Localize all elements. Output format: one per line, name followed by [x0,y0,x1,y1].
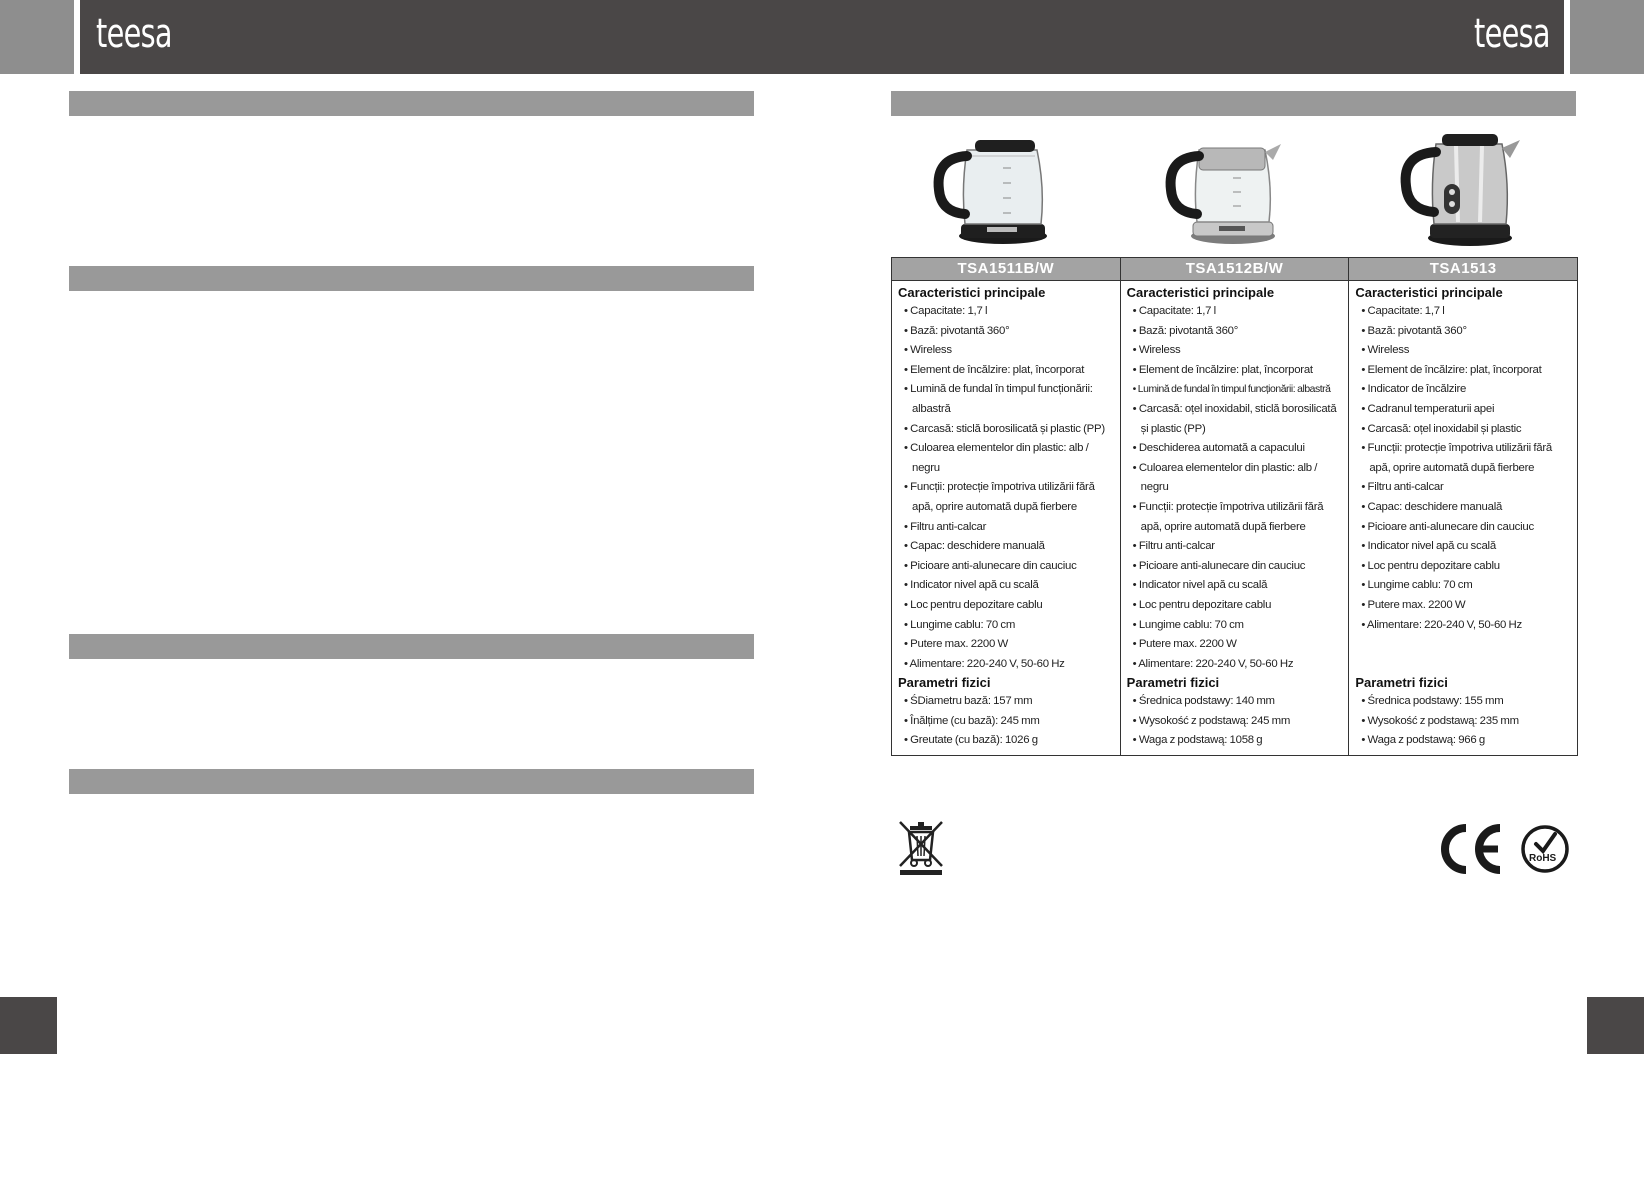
spec-item: • Wireless [1355,341,1573,361]
spec-item: • Wireless [1127,341,1345,361]
spec-item: • Element de încălzire: plat, încorporat [898,361,1116,381]
physical-params-title: Parametri fizici [1355,675,1448,690]
spec-item: • Średnica podstawy: 155 mm [1355,692,1573,712]
spec-item: • Capacitate: 1,7 l [1127,302,1345,322]
spec-item: • Waga z podstawą: 966 g [1355,731,1573,751]
spec-item: • Bază: pivotantă 360° [1127,322,1345,342]
weee-bin-icon [896,820,946,876]
spec-item: • Element de încălzire: plat, încorporat [1127,361,1345,381]
kettle-image-tsa1513 [1396,128,1536,256]
spec-item: • Carcasă: oțel inoxidabil, sticlă borosilicată și plastic (PP) [1127,400,1345,439]
spec-item: • Carcasă: sticlă borosilicată și plastic (PP) [898,420,1116,440]
spec-item: • Putere max. 2200 W [1127,635,1345,655]
spec-item: • Waga z podstawą: 1058 g [1127,731,1345,751]
kettle-image-tsa1511 [931,128,1071,256]
spec-item: • Picioare anti-alunecare din cauciuc [898,557,1116,577]
spec-item: • Wysokość z podstawą: 235 mm [1355,712,1573,732]
spec-item: • Indicator de încălzire [1355,380,1573,400]
rohs-mark-icon [1520,824,1570,874]
spec-item: • Lumină de fundal în timpul funcționării: albastră [1127,380,1345,400]
spec-item: • Funcții: protecție împotriva utilizării fără apă, oprire automată după fierbere [1127,498,1345,537]
spec-item: • Înălțime (cu bază): 245 mm [898,712,1116,732]
header-edge-right [1570,0,1644,74]
model-header: TSA1512B/W [1121,258,1349,281]
physical-params-title: Parametri fizici [898,675,991,690]
kettle-image-tsa1512 [1161,128,1301,256]
main-features-title: Caracteristici principale [1355,285,1503,300]
spec-item: • Wysokość z podstawą: 245 mm [1127,712,1345,732]
page-tab-right [1587,997,1644,1054]
spec-item: • Capac: deschidere manuală [898,537,1116,557]
brand-logo-left: teesa [96,11,172,57]
spec-item: • Picioare anti-alunecare din cauciuc [1127,557,1345,577]
model-header: TSA1511B/W [892,258,1120,281]
spec-item: • Indicator nivel apă cu scală [898,576,1116,596]
spec-item: • Lungime cablu: 70 cm [1355,576,1573,596]
spec-item: • Culoarea elementelor din plastic: alb / negru [898,439,1116,478]
rohs-label: RoHS [1529,853,1557,864]
spec-item: • Filtru anti-calcar [1127,537,1345,557]
rohs-badge-graphic [1520,824,1570,874]
brand-logo-right: teesa [1474,11,1550,57]
spec-item: • Picioare anti-alunecare din cauciuc [1355,518,1573,538]
spec-item: • Indicator nivel apă cu scală [1355,537,1573,557]
spec-item: • Wireless [898,341,1116,361]
spec-item: • Bază: pivotantă 360° [898,322,1116,342]
section-bar-3 [69,634,754,659]
spec-item: • Lungime cablu: 70 cm [1127,616,1345,636]
spec-item: • Funcții: protecție împotriva utilizării fără apă, oprire automată după fierbere [898,478,1116,517]
spec-table [891,257,1578,756]
spec-item: • Alimentare: 220-240 V, 50-60 Hz [1355,616,1573,636]
spec-item: • Capacitate: 1,7 l [1355,302,1573,322]
spec-item: • Loc pentru depozitare cablu [1127,596,1345,616]
spec-item: • Alimentare: 220-240 V, 50-60 Hz [1127,655,1345,675]
spec-item: • Loc pentru depozitare cablu [898,596,1116,616]
product-images [891,128,1578,256]
spec-item: • Culoarea elementelor din plastic: alb / negru [1127,459,1345,498]
spec-item: • Putere max. 2200 W [1355,596,1573,616]
main-features-title: Caracteristici principale [898,285,1046,300]
page-tab-left [0,997,57,1054]
spec-item: • Cadranul temperaturii apei [1355,400,1573,420]
spec-item: • Filtru anti-calcar [898,518,1116,538]
spec-item: • Filtru anti-calcar [1355,478,1573,498]
spec-item: • Lungime cablu: 70 cm [898,616,1116,636]
spec-item: • Deschiderea automată a capacului [1127,439,1345,459]
spec-item: • Capac: deschidere manuală [1355,498,1573,518]
spec-item: • Średnica podstawy: 140 mm [1127,692,1345,712]
header-bar [80,0,1564,74]
ce-mark-icon [1436,822,1506,876]
model-header: TSA1513 [1349,258,1577,281]
spec-item: • Putere max. 2200 W [898,635,1116,655]
spec-column-tsa1511 [892,258,1121,755]
section-bar-right [891,91,1576,116]
spec-item: • Carcasă: oțel inoxidabil și plastic [1355,420,1573,440]
spec-item: • Indicator nivel apă cu scală [1127,576,1345,596]
spec-item: • Element de încălzire: plat, încorporat [1355,361,1573,381]
section-bar-1 [69,91,754,116]
spec-column-tsa1513 [1349,258,1577,755]
section-bar-4 [69,769,754,794]
physical-params-title: Parametri fizici [1126,675,1220,690]
spec-item: • Bază: pivotantă 360° [1355,322,1573,342]
spec-column-tsa1512 [1121,258,1350,755]
section-bar-2 [69,266,754,291]
spec-item: • ŚDiametru bază: 157 mm [898,692,1116,712]
main-features-title: Caracteristici principale [1126,285,1275,300]
spec-item: • Lumină de fundal în timpul funcționării: albastră [898,380,1116,419]
spec-item: • Funcții: protecție împotriva utilizării fără apă, oprire automată după fierbere [1355,439,1573,478]
spec-item: • Alimentare: 220-240 V, 50-60 Hz [898,655,1116,675]
header-edge-left [0,0,74,74]
spec-item: • Capacitate: 1,7 l [898,302,1116,322]
spec-item: • Loc pentru depozitare cablu [1355,557,1573,577]
spec-item: • Greutate (cu bază): 1026 g [898,731,1116,751]
